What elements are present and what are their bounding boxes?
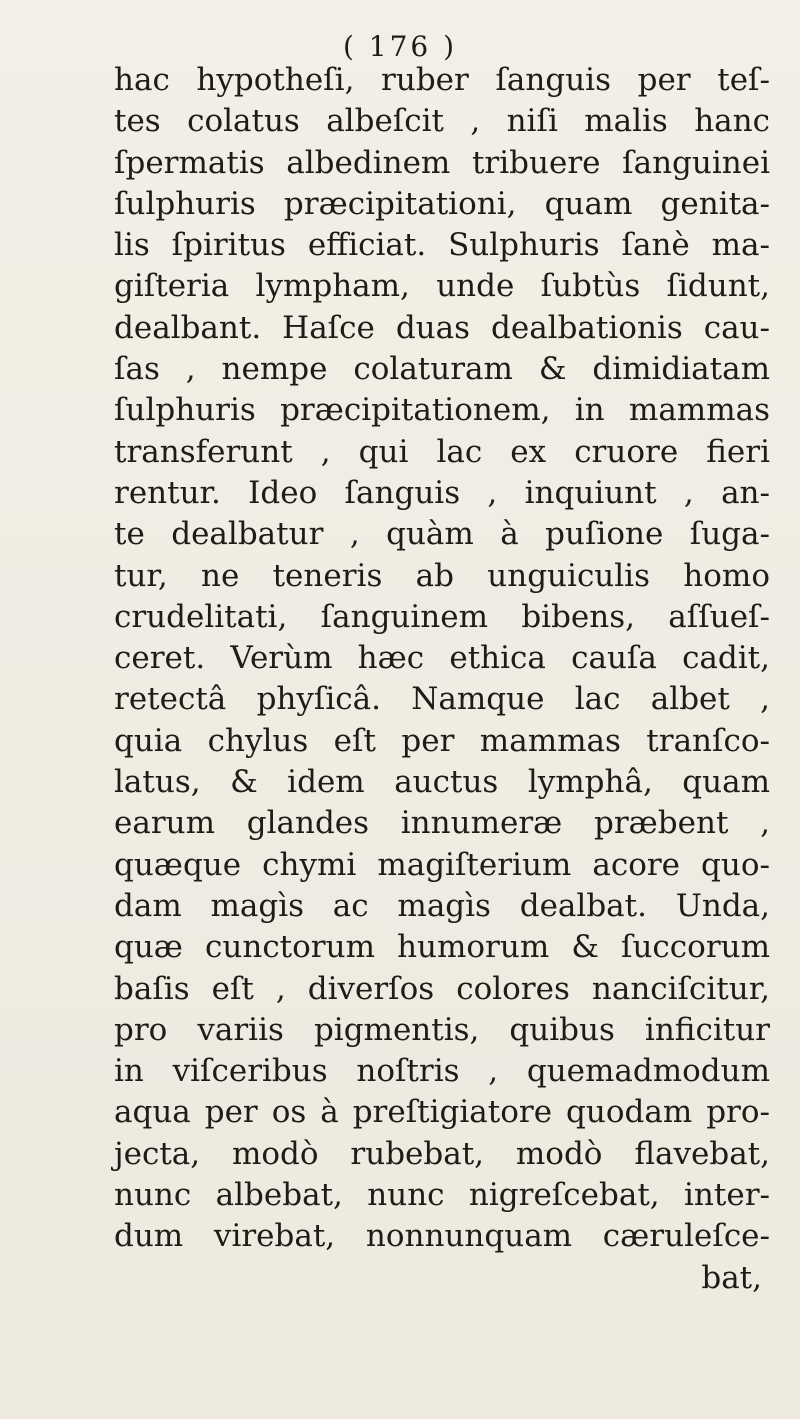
text-line: dealbant. Haſce duas dealbationis cau- — [114, 309, 770, 346]
text-line: ceret. Verùm hæc ethica cauſa cadit, — [114, 640, 770, 677]
page-number: ( 176 ) — [342, 30, 458, 63]
text-line: pro variis pigmentis, quibus inficitur — [114, 1011, 770, 1048]
text-line: tes colatus albeſcit , niſi malis hanc — [114, 103, 770, 140]
text-line: ſulphuris præcipitationi, quam genita- — [114, 185, 770, 222]
text-line: ſulphuris præcipitationem, in mammas — [114, 392, 770, 429]
text-line: hac hypotheſi, ruber ſanguis per teſ- — [114, 62, 770, 98]
text-line: quæque chymi magiſterium acore quo- — [114, 846, 770, 883]
text-line: rentur. Ideo ſanguis , inquiunt , an- — [114, 474, 770, 511]
text-line: earum glandes innumeræ præbent , — [114, 805, 770, 842]
text-line: retectâ phyſicâ. Namque lac albet , — [114, 681, 770, 718]
body-text — [114, 60, 770, 1299]
text-line: latus, & idem auctus lymphâ, quam — [114, 764, 770, 801]
text-line: giſteria lympham, unde ſubtùs ſidunt, — [114, 268, 770, 305]
text-line: te dealbatur , quàm à puſione ſuga- — [114, 516, 770, 553]
text-line: aqua per os à preſtigiatore quodam pro- — [114, 1094, 770, 1131]
text-line: crudelitati, ſanguinem bibens, aſſueſ- — [114, 598, 770, 635]
text-line: dum virebat, nonnunquam cæruleſce- — [114, 1218, 770, 1255]
text-line: nunc albebat, nunc nigreſcebat, inter- — [114, 1177, 770, 1214]
text-line: jecta, modò rubebat, modò flavebat, — [114, 1135, 770, 1172]
text-line: quæ cunctorum humorum & ſuccorum — [114, 929, 770, 966]
text-line: baſis eſt , diverſos colores nanciſcitur, — [114, 970, 770, 1007]
text-line: in viſceribus noſtris , quemadmodum — [114, 1053, 770, 1090]
text-line: tur, ne teneris ab unguiculis homo — [114, 557, 770, 594]
text-line: ſpermatis albedinem tribuere ſanguinei — [114, 144, 770, 181]
text-line: quia chylus eſt per mammas tranſco- — [114, 722, 770, 759]
catchword: bat, — [701, 1259, 762, 1296]
text-line: ſas , nempe colaturam & dimidiatam — [114, 351, 770, 388]
text-line: lis ſpiritus efficiat. Sulphuris ſanè ma- — [114, 227, 770, 264]
text-line: transferunt , qui lac ex cruore fieri — [114, 433, 770, 470]
text-line: dam magìs ac magìs dealbat. Unda, — [114, 887, 770, 924]
